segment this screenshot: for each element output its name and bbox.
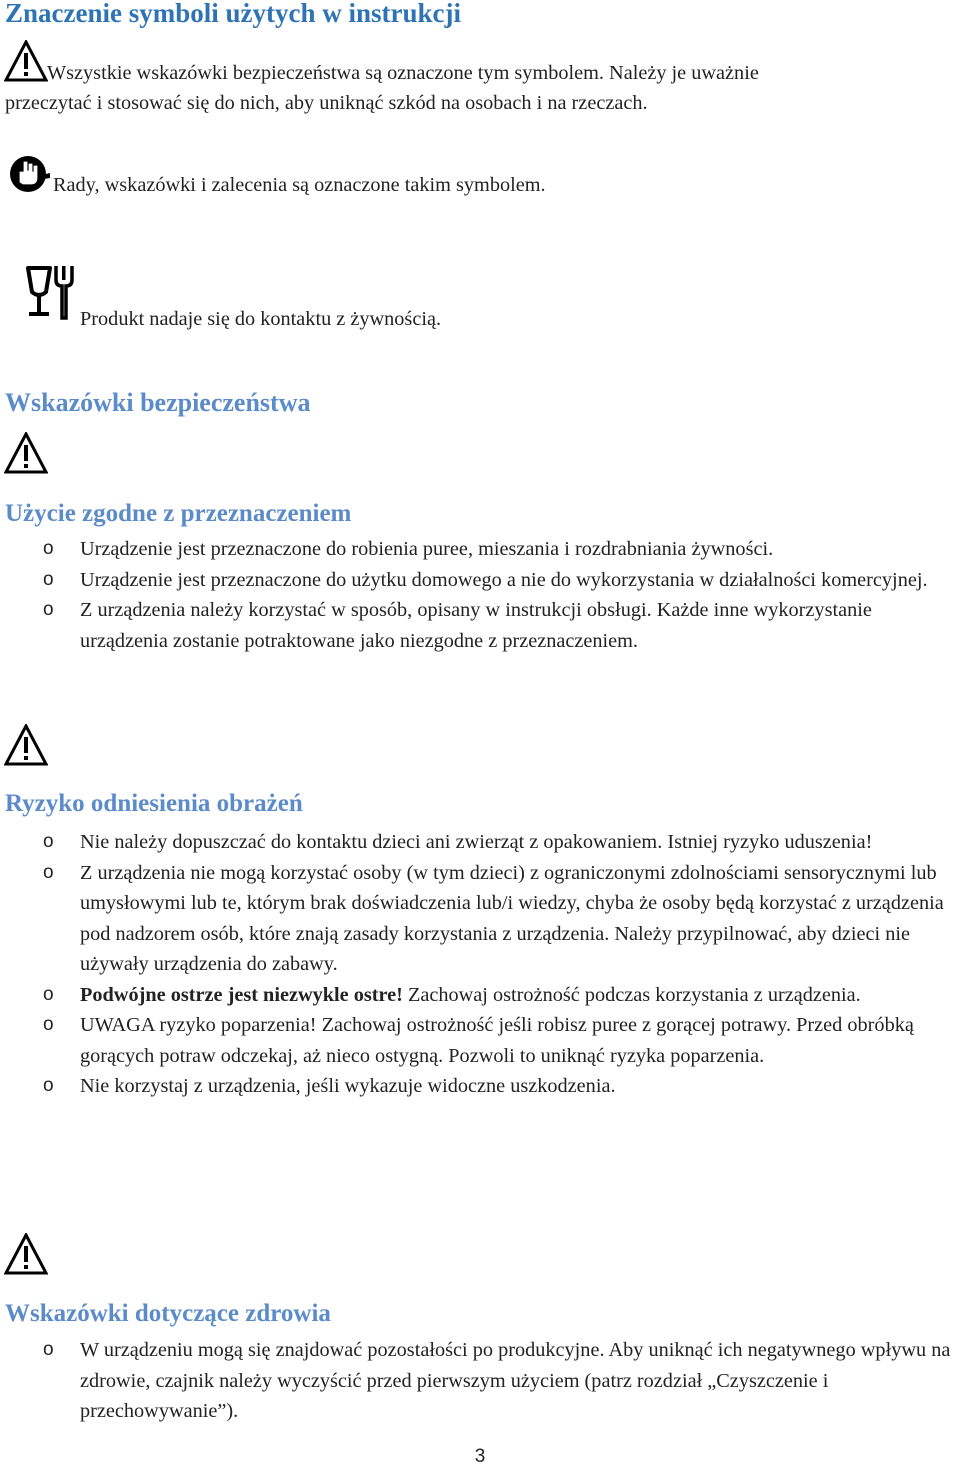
injury-heading: Ryzyko odniesienia obrażeń — [5, 790, 303, 817]
list-item-text: Z urządzenia nie mogą korzystać osoby (w tym dzieci) z ograniczonymi zdolnościami sensorycznymi lub umysłowymi lub te, którym brak doświadczenia lub/i wiedzy, chyba że osoby będą korzystać z urządzenia pod nadzorem osób, które znają zasady korzystania z urządzenia. Należy przypilnować, aby dzieci nie używały urządzenia do zabawy. — [80, 861, 944, 975]
bullet-marker: o — [43, 1014, 54, 1035]
bullet-marker: o — [43, 983, 54, 1005]
list-item — [0, 980, 960, 1011]
list-item — [0, 595, 960, 656]
page-number: 3 — [474, 1446, 486, 1467]
list-item — [0, 1010, 960, 1071]
warning-icon — [4, 432, 48, 474]
bullet-marker: o — [43, 861, 54, 883]
warning-description-line-1: Wszystkie wskazówki bezpieczeństwa są oznaczone tym symbolem. Należy je uważnie — [47, 62, 759, 84]
symbols-heading: Znaczenie symboli użytych w instrukcji — [5, 0, 461, 28]
list-item-text: Zachowaj ostrożność podczas korzystania z urządzenia. — [402, 983, 861, 1006]
bullet-marker: o — [43, 599, 54, 620]
list-item-text: Z urządzenia należy korzystać w sposób, opisany w instrukcji obsługi. Każde inne wykorzystanie urządzenia zostanie potraktowane jako niezgodne z przeznaczeniem. — [80, 599, 872, 652]
warning-description-line-2: przeczytać i stosować się do nich, aby uniknąć szkód na osobach i na rzeczach. — [5, 92, 648, 114]
list-item — [0, 1335, 960, 1427]
injury-list — [0, 827, 960, 1102]
list-item-text: Nie korzystaj z urządzenia, jeśli wykazuje widoczne uszkodzenia. — [80, 1075, 616, 1097]
list-item — [0, 534, 960, 565]
bullet-marker: o — [43, 1075, 54, 1096]
tips-description: Rady, wskazówki i zalecenia są oznaczone takim symbolem. — [53, 174, 546, 196]
bullet-marker: o — [43, 568, 54, 590]
intended-use-heading: Użycie zgodne z przeznaczeniem — [5, 500, 352, 527]
intended-use-list — [0, 534, 960, 656]
warning-icon — [4, 1233, 48, 1275]
list-item — [0, 858, 960, 980]
bullet-marker: o — [43, 538, 54, 559]
safety-heading: Wskazówki bezpieczeństwa — [5, 388, 311, 417]
warning-icon — [4, 724, 48, 766]
list-item — [0, 565, 960, 596]
health-list — [0, 1335, 960, 1427]
food-safe-icon — [26, 264, 76, 320]
list-item — [0, 827, 960, 858]
hand-tip-icon — [8, 154, 52, 194]
list-item-text: W urządzeniu mogą się znajdować pozostałości po produkcyjne. Aby uniknąć ich negatywnego wpływu na zdrowie, czajnik należy wyczyścić przed pierwszym użyciem (patrz rozdział „Czyszczenie i przechowywanie”). — [80, 1339, 951, 1422]
list-item — [0, 1071, 960, 1102]
list-item-text: Nie należy dopuszczać do kontaktu dzieci ani zwierząt z opakowaniem. Istniej ryzyko uduszenia! — [80, 831, 873, 853]
blade-warning-bold: Podwójne ostrze jest niezwykle ostre! — [80, 983, 403, 1006]
list-item-text: Urządzenie jest przeznaczone do użytku domowego a nie do wykorzystania w działalności komercyjnej. — [80, 568, 928, 591]
list-item-text: UWAGA ryzyko poparzenia! Zachowaj ostrożność jeśli robisz puree z gorącej potrawy. Przed obróbką gorących potraw odczekaj, aż nieco ostygną. Pozwoli to uniknąć ryzyka poparzenia. — [80, 1014, 914, 1067]
bullet-marker: o — [43, 1339, 54, 1360]
health-heading: Wskazówki dotyczące zdrowia — [5, 1300, 331, 1327]
warning-icon — [4, 40, 48, 82]
bullet-marker: o — [43, 831, 54, 852]
list-item-text: Urządzenie jest przeznaczone do robienia puree, mieszania i rozdrabniania żywności. — [80, 538, 774, 560]
food-safe-description: Produkt nadaje się do kontaktu z żywnością. — [80, 308, 442, 330]
